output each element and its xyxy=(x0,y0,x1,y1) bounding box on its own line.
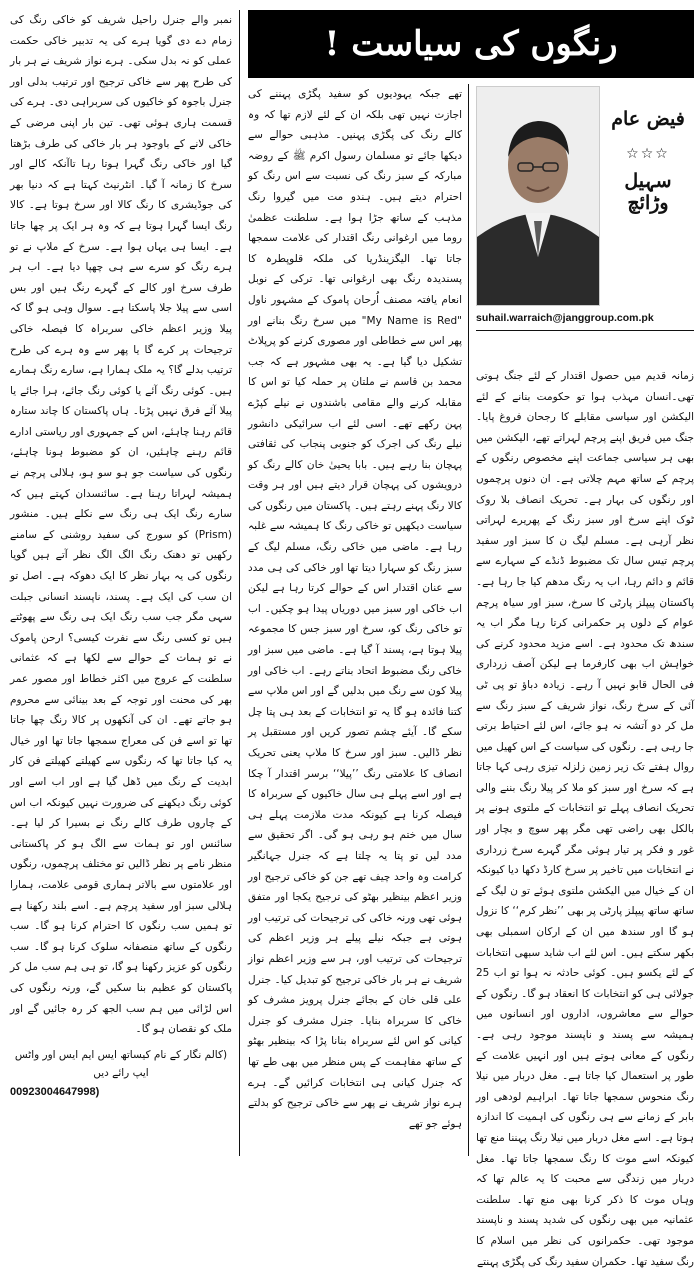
author-email: suhail.warraich@janggroup.com.pk xyxy=(476,312,654,324)
column-text-left xyxy=(10,10,232,1156)
author-byline xyxy=(476,84,694,354)
stars-icon: ☆☆☆ xyxy=(626,146,670,162)
author-name: سہیل وڑائچ xyxy=(624,170,672,214)
footer-phone: 00923004647998) xyxy=(10,1085,100,1098)
column-title: رنگوں کی سیاست ! xyxy=(248,10,694,78)
column-divider xyxy=(239,10,240,1156)
footer-note: (کالم نگار کے نام کیساتھ ایس ایم ایس اور واٹس ایپ رائے دیں xyxy=(14,1048,228,1079)
body-text-left: نمبر والے جنرل راحیل شریف کو خاکی رنگ کی زمام دے دی گویا ہرے کی یہ تدبیر خاکی حکمت عملی کو نہ بدل سکی۔ ہرے نواز شریف نے ہر بار کی طرح پھر سے خاکی ترجیح اور ترتیب بدلی اور جنرل باجوہ کو خاکیوں کی سربراہی دی۔ ہرے کی قسمت ہاری ہوئی تھی۔ تین بار اپنی مرضی کے خاکی لانے کے باوجود ہر بار خاکی کی طرف بڑھتا گیا اور خاکی رنگ گہرا ہوتا رہا تاآنکہ کالے اور سرخ کا زمانہ آ گیا۔ انٹرنیٹ کہتا ہے کہ دنیا بھر کی جوڈیشری کا رنگ کالا اور سرخ ہوتا ہے۔ کالا رنگ ایسا گہرا ہوتا ہے کہ وہ ہر ایک پر چھا جاتا ہے۔ ایسا ہی یہاں ہوا ہے۔ سرخ کے ملاپ نے تو ہرے رنگ کو سرے سے ہی چھپا دیا ہے۔ اب ہر طرف سرخ اور کالے کے گہرے رنگ ہیں اور بس اسی سے پیلا جلا پاسکتا ہے۔ سوال وہی ہو گا کہ پیلا وزیر اعظم خاکی سربراہ کا فیصلہ خاکی ترجیحات پر کرے گا یا پھر سے وہ ہرے کی طرح ترتیب بدلے گا؟ یہ ملک ہمارا ہے، سارے رنگ ہمارے ہیں۔ کوئی رنگ آئے یا کوئی رنگ جائے، ہرا جائے یا پیلا آئے فرق نہیں پڑتا۔ ہاں پاکستان کا چاند ستارہ قائم رہنا چاہئے، اس کے جمہوری اور ریاستی ادارے قائم رہنے چاہئیں، ان کو مضبوط ہونا چاہئے، رنگوں کی سیاست جو ہو سو ہو، ہلالی پرچم نے ہمیشہ لہراتا رہنا ہے۔ سائنسدان کہتے ہیں کہ سارے رنگ ایک ہی رنگ سے نکلے ہیں۔ منشور (Prism) کو سورج کی سفید روشنی کے سامنے رکھیں تو دھنک رنگ الگ الگ نظر آتے ہیں گویا رنگوں کی یہ بہار نظر کا ایک دھوکہ ہے۔ اصل تو ان سب کی ایک ہے۔ پسند، ناپسند انسانی جبلت سہی مگر جب سب رنگ ایک ہی رنگ سے پھوٹتے ہیں تو کسی رنگ سے نفرت کیسی؟ ارحن پاموک نے تو ہمات کے حوالے سے لکھا ہے کہ عثمانی سلطنت کے عروج میں اکثر خطاط اور مصور عمر بھر کی محنت اور توجہ کے بعد بینائی سے محروم ہو جاتے تھے۔ ان کی آنکھوں پر کالا رنگ چھا جاتا تھا تو اسے فن کی معراج سمجھا جاتا تھا اور خیال یہ کیا جاتا تھا کہ رنگوں سے کھیلتے کھیلتے فن کار ابدیت کے رنگ میں ڈھل گیا ہے اور اب اسے اور کوئی رنگ دیکھنے کی ضرورت نہیں کیونکہ اب اس کے چاروں طرف کالے رنگ نے بسیرا کر لیا ہے۔ سائنس اور تو ہمات سے الگ ہو کر پاکستانی منظر نامے پر نظر ڈالیں تو مختلف پرچموں، رنگوں اور علامتوں سے بالاتر ہماری قومی علامت، ہمارا ہلالی سبز اور سفید پرچم ہے۔ اسے بلند رکھنا ہے تو ہمیں سب رنگوں کا احترام کرنا ہو گا۔ سب رنگوں کے ساتھ منصفانہ سلوک کرنا ہو گا۔ سب رنگوں کو عزیز رکھنا ہو گا، تو ہی ہم سب مل کر پاکستان کو عظیم بنا سکیں گے، ورنہ رنگوں کی اس لڑائی میں ہم سب الجھ کر رہ جائیں گے اور ملک کو نقصان ہو گا۔ xyxy=(10,14,232,1036)
body-text-right: زمانہ قدیم میں حصول اقتدار کے لئے جنگ ہوتی تھی۔انسان مہذب ہوا تو حکومت بنانے کے لئے الیکشن اور سیاسی مقابلے کا رجحان فروغ پایا۔ جنگ میں فریق اپنے پرچم لہراتے تھے، الیکشن میں بھی ہر سیاسی جماعت اپنے مخصوص رنگوں کے پرچم کے ساتھ مہم چلاتی ہے۔ ان دنوں پرچموں اور رنگوں کی بہار ہے۔ تحریک انصاف بلا روک ٹوک اپنے سرخ اور سبز رنگ کے پھریرے لہراتی نظر آرہی ہے۔ مسلم لیگ ن کا سبز اور سفید پرچم تیس سال تک مضبوط ڈنڈے کے سہارے سے قائم و دائم رہا، اب یہ رنگ مدھم کیا جا رہا ہے۔ پاکستان پیپلز پارٹی کا سرخ، سبز اور سیاہ پرچم عوام کے دلوں پر حکمرانی کرتا رہا مگر اب یہ سندھ تک محدود ہے۔ اسے مزید محدود کرنے کی خواہش اب بھی کارفرما ہے لیکن آصف زرداری فی الحال قابو نہیں آ رہے۔ زیادہ دباؤ تو پی ٹی آئی کے سرخ رنگ، نواز شریف کے سبز رنگ سے مل کر دو آتشہ نہ ہو جائے، اس لئے احتیاط برتی جا رہی ہے۔ رنگوں کی سیاست کے اس کھیل میں روال ہفتے تک زیر زمین زلزلہ تیزی رہی کہا جاتا ہے کہ سرخ اور سبز کو ملا کر پیلا رنگ بننے والی تحریک انصاف پہلے تو انتخابات کے ملتوی ہونے پر بالکل بھی راضی تھی مگر پھر سوچ و بچار اور غور و فکر پر تیار ہوئی مگر گہرے سرخ زرداری نے انتخابات میں تاخیر پر سرخ کارڈ دکھا دیا کیونکہ ان کے خیال میں الیکشن ملتوی ہوئے تو ن لیگ کے ساتھ ساتھ پیپلز پارٹی پر بھی ’’نظر کرم‘‘ کا نزول ہو گا اور سندھ میں ان کے ارکان اسمبلی بھی بکھر سکتے ہیں۔ اس لئے اب شاید سبھی انتخابات کے لئے یکسو ہیں۔ کوئی حادثہ نہ ہوا تو اب 25 جولائی ہی کو انتخابات کا انعقاد ہو گا۔ رنگوں کے حوالے سے معاشروں، اداروں اور انسانوں میں ہمیشہ سے پسند و ناپسند موجود رہی ہے۔ رنگوں کے معانی ہوتے ہیں اور انہیں علامت کے طور پر استعمال کیا جاتا ہے۔ مغل دربار میں نیلا رنگ منحوس سمجھا جاتا تھا۔ ابراہیم لودھی اور بابر کے زمانے سے ہی رنگوں کی اہمیت کا اندازہ ہوتا ہے۔ اسے مغل دربار میں نیلا رنگ پہننا منع تھا کیونکہ اسے موت کا رنگ سمجھا جاتا تھا۔ مغل دربار میں زندگی سے محبت کا یہ عالم تھا کہ وہاں موت کا ذکر کرنا بھی منع تھا۔ سلطنت عثمانیہ میں بھی رنگوں کی شدید پسند و ناپسند موجود تھی۔ حکمرانوں کی نظر میں اسلام کا رنگ سفید تھا۔ حکمران سفید رنگ کی پگڑی پہنتے xyxy=(476,370,694,1268)
column-text-middle xyxy=(248,84,462,1156)
column-series-name: فیض عام xyxy=(611,108,685,130)
body-text-middle: تھے جبکہ یہودیوں کو سفید پگڑی پہننے کی اجازت نہیں تھی بلکہ ان کے لئے لازم تھا کہ وہ کالے رنگ کی پگڑی پہنیں۔ مذہبی حوالے سے دیکھا جائے تو مسلمان رسول اکرم ﷺ کے روضہ مبارکہ کے سبز رنگ کی نسبت سے اس رنگ کو احترام دیتے ہیں۔ ہندو مت میں گیروا رنگ مذہب کے ساتھ جڑا ہوا ہے۔ سلطنت عظمیٰ روما میں ارغوانی رنگ اقتدار کی علامت سمجھا جاتا تھا۔ الیگزینڈریا کی ملکہ قلوپطرہ کا پسندیدہ رنگ بھی ارغوانی تھا۔ ترکی کے نوبل انعام یافتہ مصنف اُرحان پاموک کے مشہور ناول "My Name is Red" میں سرخ رنگ بنانے اور پھر اس سے خطاطی اور مصوری کرنے کو پرپلاٹ تشکیل دیا گیا ہے۔ یہ بھی مشہور ہے کہ جب محمد بن قاسم نے ملتان پر حملہ کیا تو اس کا مقابلہ کرنے والے مقامی باشندوں نے نیلے کپڑے پہن رکھے تھے۔ اسی لئے اب سرائیکی دانشور نیلے رنگ کی اجرک کو جنوبی پنجاب کی ثقافتی پہچان بنا رہے ہیں۔ بابا یحییٰ خان کالے رنگ کو درویشوں کی پہچان قرار دیتے ہیں اور ہر وقت کالا رنگ پہنے رہتے ہیں۔ پاکستان میں رنگوں کی سیاست دیکھیں تو خاکی رنگ کا ہمیشہ سے غلبہ رہا ہے۔ ماضی میں خاکی رنگ، مسلم لیگ کے سبز رنگ کو سہارا دیتا تھا اور خاکی کی ہی مدد سے عنان اقتدار اس کے حوالے کرتا رہا ہے لیکن اب خاکی اور سبز میں دوریاں پیدا ہو چکیں۔ اب تو خاکی رنگ کو، سرخ اور سبز جس کا مجموعہ پیلا ہوتا ہے، پسند آ گیا ہے۔ ماضی میں سبز اور خاکی رنگ مضبوط اتحاد بناتے رہے۔ اب خاکی اور پیلا کون سے رنگ میں بدلیں گے اور اس ملاپ سے کتنا فائدہ ہو گا یہ تو انتخابات کے بعد ہی پتا چل سکے گا۔ آیئے چشم تصور کریں اور مستقبل پر نظر ڈالیں۔ سبز اور سرخ کا ملاپ یعنی تحریک انصاف کا علامتی رنگ ’’پیلا‘‘ برسر اقتدار آ چکا ہے اور اسے پہلے ہی سال خاکیوں کے سربراہ کا فیصلہ کرنا ہے کیونکہ مدت ملازمت پہلے ہی سال میں ختم ہو رہی ہو گی۔ اگر تحقیق سے مدد لیں تو پتا یہ چلتا ہے کہ جنرل جہانگیر کرامت وہ واحد چیف تھے جن کو خاکی ترجیح اور وزیر اعظم بینظیر بھٹو کی ترجیح یکجا اور متفق ہوئی تھی ورنہ خاکی کی ترجیحات کی ترتیب اور ہوتی ہے جبکہ نیلے پیلے ہر وزیر اعظم کی ترجیحات کی ترتیب اور، ہر سے وزیر اعظم نواز شریف نے ہر بار خاکی ترجیح کو تبدیل کیا۔ جنرل علی قلی خان کے بجائے جنرل پرویز مشرف کو خاکی کا سربراہ بنایا۔ جنرل مشرف کو جنرل کیانی کو اس لئے سربراہ بنانا پڑا کہ بینظیر بھٹو کے ساتھ مفاہمت کے پس منظر میں بھی طے تھا کہ جنرل کیانی ہی انتخابات کرائیں گے۔ ہرے ہرے نواز شریف نے پھر سے خاکی ترجیح کو بدلتے ہوئے جو تھے xyxy=(248,88,462,1130)
byline-divider xyxy=(476,330,694,331)
author-photo xyxy=(476,86,600,306)
author-portrait-icon xyxy=(477,87,599,305)
column-divider xyxy=(468,84,469,1156)
column-text-right xyxy=(476,366,694,1268)
